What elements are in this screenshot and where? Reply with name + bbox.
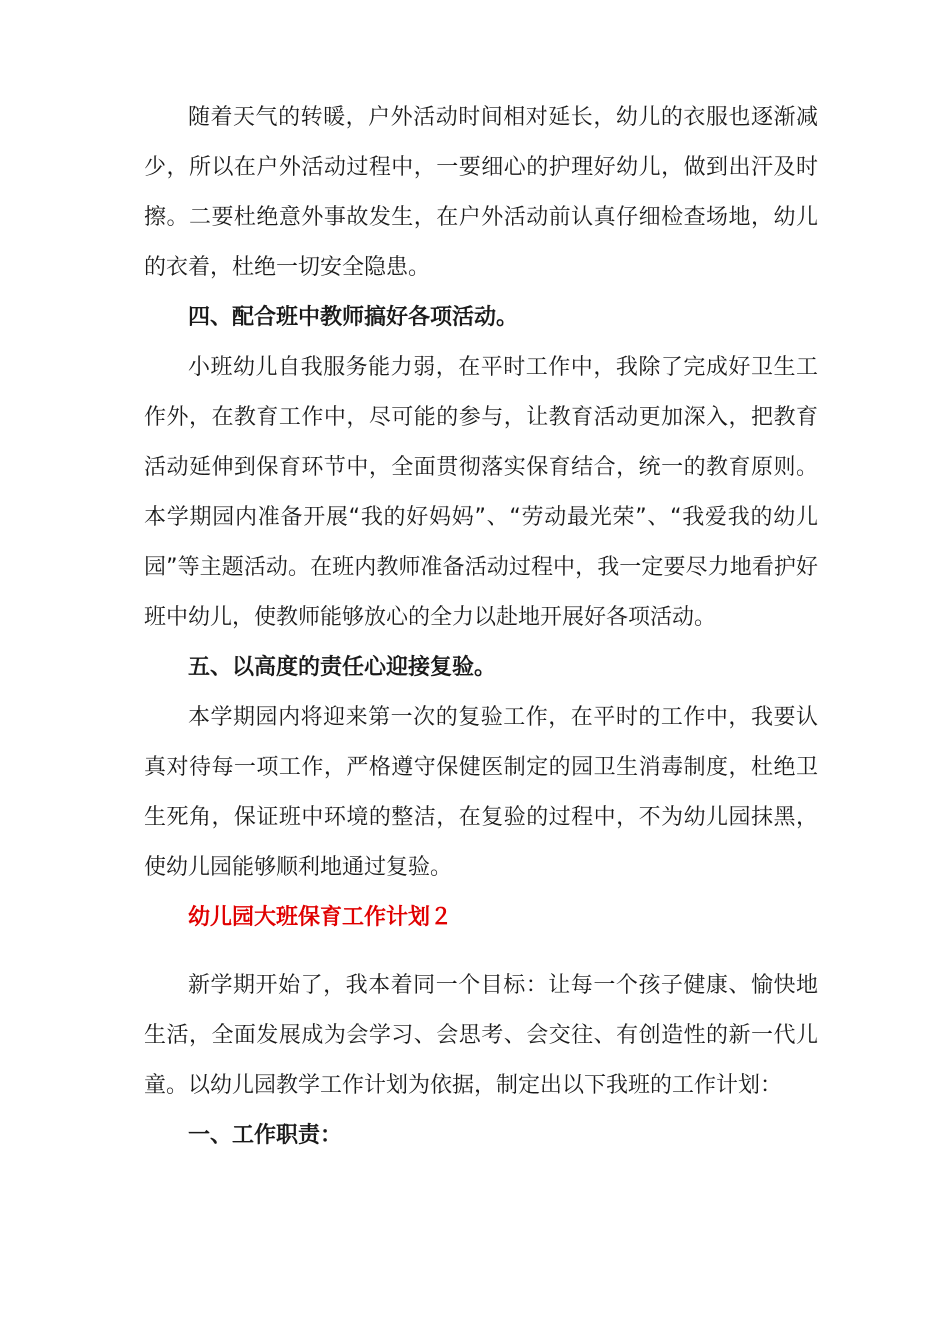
document-title-plan-2: 幼儿园大班保育工作计划２ [188, 905, 453, 930]
paragraph-reinspection: 本学期园内将迎来第一次的复验工作，在平时的工作中，我要认真对待每一项工作，严格遵守保健医制定的园卫生消毒制度，杜绝卫生死角，保证班中环境的整洁，在复验的过程中，不为幼儿园抹黑，使幼儿园能够顺利地通过复验。 [144, 705, 818, 880]
paragraph-cooperate-teachers: 小班幼儿自我服务能力弱，在平时工作中，我除了完成好卫生工作外，在教育工作中，尽可能的参与，让教育活动更加深入，把教育活动延伸到保育环节中，全面贯彻落实保育结合，统一的教育原则。本学期园内准备开展“我的好妈妈”、“劳动最光荣”、“我爱我的幼儿园”等主题活动。在班内教师准备活动过程中，我一定要尽力地看护好班中幼儿，使教师能够放心的全力以赴地开展好各项活动。 [144, 355, 818, 630]
heading-work-duties: 一、工作职责： [188, 1123, 343, 1148]
paragraph-new-semester: 新学期开始了，我本着同一个目标：让每一个孩子健康、愉快地生活，全面发展成为会学习、会思考、会交往、有创造性的新一代儿童。以幼儿园教学工作计划为依据，制定出以下我班的工作计划： [144, 973, 818, 1098]
paragraph-outdoor-care: 随着天气的转暖，户外活动时间相对延长，幼儿的衣服也逐渐减少，所以在户外活动过程中，一要细心的护理好幼儿，做到出汗及时擦。二要杜绝意外事故发生，在户外活动前认真仔细检查场地，幼儿的衣着，杜绝一切安全隐患。 [144, 105, 818, 280]
document-page [144, 93, 818, 1161]
heading-section-5: 五、以高度的责任心迎接复验。 [188, 655, 497, 680]
heading-section-4: 四、配合班中教师搞好各项活动。 [188, 305, 519, 330]
